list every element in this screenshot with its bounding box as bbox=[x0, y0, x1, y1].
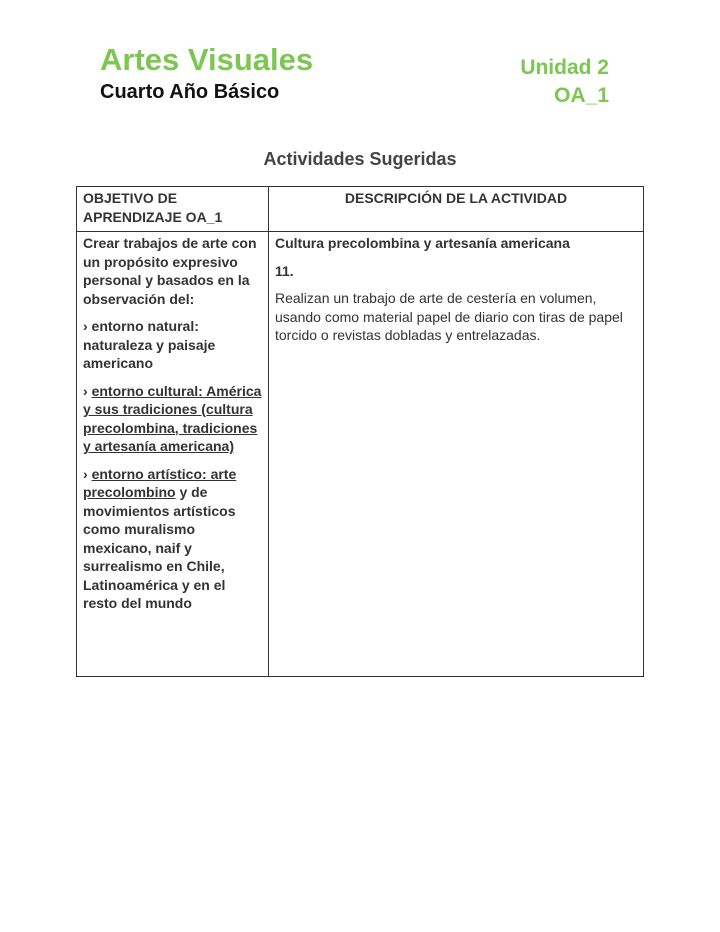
bullet: › bbox=[83, 465, 92, 482]
unit-label: Unidad 2 bbox=[520, 56, 609, 79]
grade-subtitle: Cuarto Año Básico bbox=[100, 81, 280, 103]
objective-header: OBJETIVO DE APRENDIZAJE OA_1 bbox=[77, 187, 269, 232]
activity-number: 11. bbox=[275, 262, 294, 279]
artistic-link[interactable]: entorno artístico: arte precolombino bbox=[83, 465, 237, 500]
description-header: DESCRIPCIÓN DE LA ACTIVIDAD bbox=[269, 187, 644, 232]
table-header-row bbox=[77, 187, 644, 232]
activity-description: Realizan un trabajo de arte de cestería en volumen, usando como material papel de diario con tiras de papel torcido o revistas dobladas y entrelazadas. bbox=[275, 290, 623, 343]
section-title: Actividades Sugeridas bbox=[263, 149, 457, 169]
objective-cell bbox=[77, 232, 269, 677]
objective-item-artistic bbox=[83, 465, 262, 613]
activity-title: Cultura precolombina y artesanía americana bbox=[275, 235, 570, 251]
bullet: › bbox=[83, 382, 92, 399]
activity-cell bbox=[269, 232, 644, 677]
artistic-rest: y de movimientos artísticos como muralismo mexicano, naif y surrealismo en Chile, Latinoamérica y en el resto del mundo bbox=[83, 484, 236, 611]
oa-label: OA_1 bbox=[554, 84, 609, 107]
objective-item-cultural bbox=[83, 382, 262, 456]
unit-info bbox=[520, 54, 609, 110]
subject-title: Artes Visuales bbox=[100, 42, 314, 77]
activities-table bbox=[76, 186, 644, 677]
objective-intro: Crear trabajos de arte con un propósito expresivo personal y basados en la observación del: bbox=[83, 235, 257, 307]
cultural-link[interactable]: entorno cultural: América y sus tradiciones (cultura precolombina, tradiciones y artesanía americana) bbox=[83, 382, 262, 454]
objective-item-natural: › entorno natural: naturaleza y paisaje americano bbox=[83, 318, 216, 371]
table-row bbox=[77, 232, 644, 677]
